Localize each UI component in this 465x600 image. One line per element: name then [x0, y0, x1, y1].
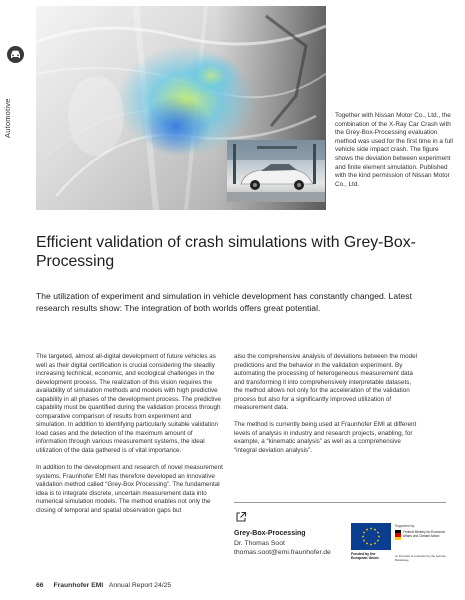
figure-caption: Together with Nissan Motor Co., Ltd., the combination of the X-Ray Car Crash with the Grey-Box-Processing evaluation method was used for the first time in a full vehicle side impact crash. The figure shows the deviation between experiment and finite element simulation. Published with the kind permission of Nissan Motor Co., Ltd. [335, 112, 453, 188]
contact-project-name: Grey-Box-Processing [234, 530, 306, 537]
contact-email-link[interactable]: thomas.soot@emi.fraunhofer.de [234, 549, 331, 556]
eu-flag-icon [351, 523, 391, 550]
bundestag-decision-note: on the basis of a decision by the German Bundestag [395, 554, 446, 562]
eu-star [363, 532, 365, 534]
body-paragraph: The targeted, almost all-digital development of future vehicles as well as their digital certification is crucial considering the steadily increasing technical, economic, and ecological challenges in the development process. The realization of this vision requires the availability of simulation methods and models with high predictive capability in all phases of the development process. The predictive capability must be quantified during the validation process through comparative comparison of results from experiment and simulation. In addition to identifying particularly suitable validation load cases and the detection of the maximum amount of information through various measurement systems, the ideal utilization of the data gathered is of vital importance. [36, 353, 222, 455]
body-column-left [36, 353, 223, 524]
eu-funding-logo [351, 523, 391, 563]
eu-star [374, 529, 376, 531]
eu-star [362, 536, 364, 538]
body-paragraph: The method is currently being used at Fraunhofer EMI at different levels of analysis in industry and research projects, enabling, for example, a “kinematic analysis” as well as a comprehensive “integral deviation analysis”. [234, 421, 417, 454]
eu-star [377, 532, 379, 534]
footer-organization: Fraunhofer EMI [53, 582, 104, 589]
eu-star [366, 529, 368, 531]
contact-person: Dr. Thomas Soot [234, 540, 285, 547]
eu-star [374, 543, 376, 545]
footer-publication: Annual Report 24/25 [108, 582, 172, 589]
external-link-icon[interactable] [235, 510, 247, 522]
article-title: Efficient validation of crash simulations with Grey-Box-Processing [36, 234, 416, 270]
body-paragraph: In addition to the development and research of novel measurement systems, Fraunhofer EMI has therefore developed an innovative validation method called “Grey-Box Processing”. The fundamental idea is to integrate discrete, uncertain measurement data into numerical simulation models. The method enables not only the closing of temporal and spatial observation gaps but [36, 464, 223, 514]
category-label: Automotive [3, 98, 12, 138]
german-ministry-logo [395, 524, 451, 564]
eu-star [366, 543, 368, 545]
body-paragraph: also the comprehensive analysis of deviations between the model predictions and the behavior in the validation experiment. By automating the processing of heterogeneous measurement data and transforming it into comprehensively interpretable datasets, the method allows not only for the acceleration of the validation process but also for a significantly improved utilization of measurement data. [234, 353, 418, 412]
page-footer [36, 582, 171, 589]
eu-star [378, 536, 380, 538]
car-icon [7, 46, 24, 63]
eu-star [363, 540, 365, 542]
eu-star [377, 540, 379, 542]
eu-star [370, 544, 372, 546]
inset-crash-test-photo [227, 140, 325, 202]
supported-by-label: Supported by: [395, 524, 415, 528]
category-tab [0, 26, 30, 216]
ministry-name: Federal Ministry for Economic Affairs and Climate Action [403, 530, 446, 538]
contact-divider [234, 502, 446, 503]
article-lead: The utilization of experiment and simulation in vehicle development has constantly changed. Latest research results show: The integration of both worlds offers great potential. [36, 291, 412, 313]
eu-star [370, 528, 372, 530]
body-column-right [234, 353, 419, 464]
german-flag-icon [395, 530, 401, 540]
page-number: 66 [36, 582, 44, 589]
eu-funding-label: Funded by the European Union [351, 552, 379, 561]
